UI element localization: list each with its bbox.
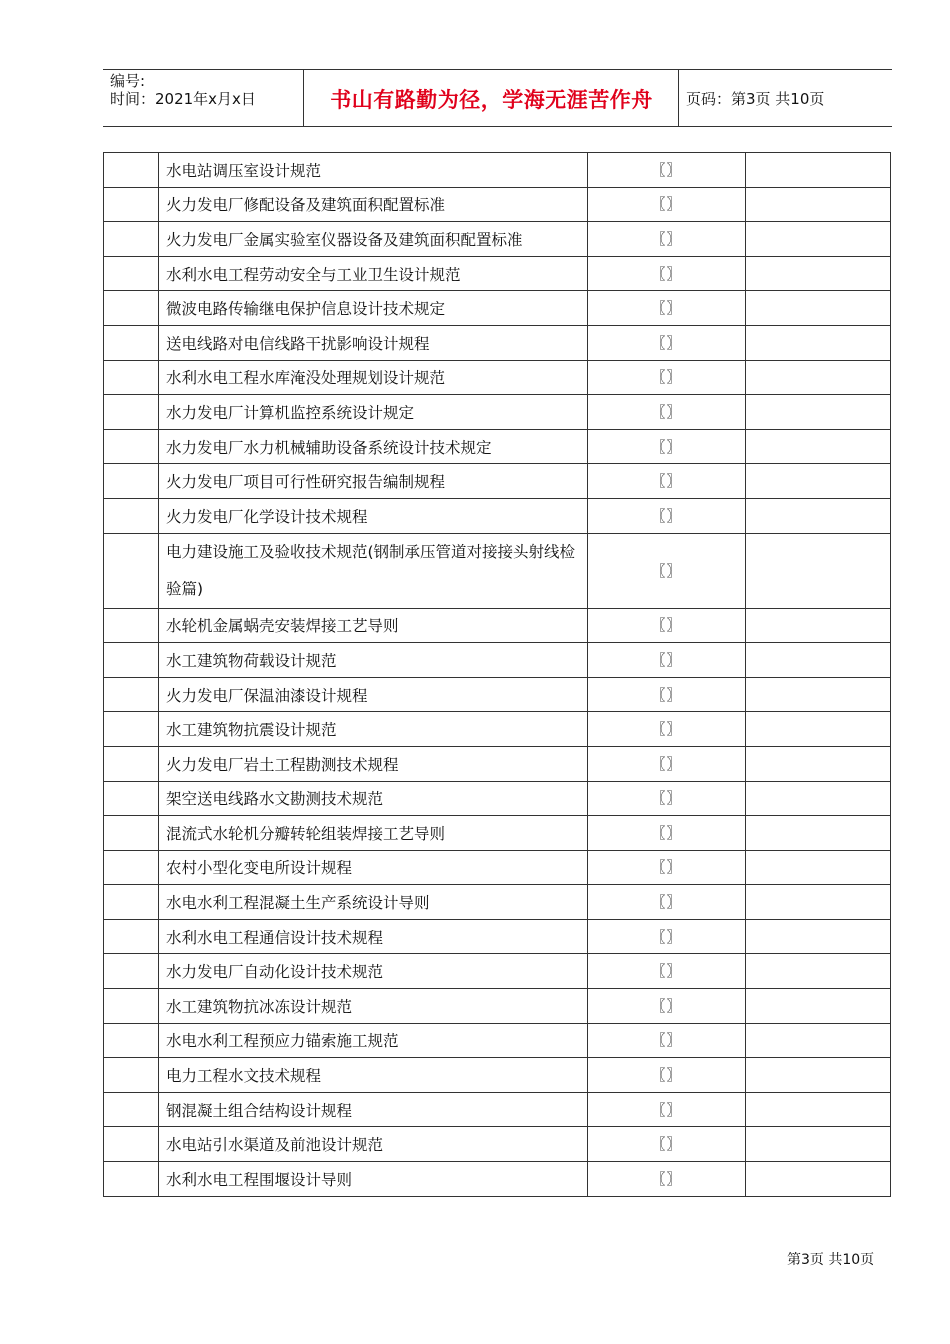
bracket-mark-cell: 〖〗 [588,850,746,885]
remark-cell [746,1092,891,1127]
remark-cell [746,919,891,954]
remark-cell [746,1162,891,1197]
standard-name-cell: 混流式水轮机分瓣转轮组装焊接工艺导则 [159,816,588,851]
standard-name-cell: 水利水电工程围堰设计导则 [159,1162,588,1197]
row-number-cell [104,222,159,257]
standard-name-cell: 水电站引水渠道及前池设计规范 [159,1127,588,1162]
table-row [104,464,891,499]
remark-cell [746,989,891,1024]
row-number-cell [104,712,159,747]
table-row [104,608,891,643]
bracket-mark-cell: 〖〗 [588,816,746,851]
table-row [104,816,891,851]
table-row [104,498,891,533]
bracket-mark-cell: 〖〗 [588,256,746,291]
bracket-mark-cell: 〖〗 [588,643,746,678]
row-number-cell [104,533,159,608]
standard-name-cell: 火力发电厂化学设计技术规程 [159,498,588,533]
remark-cell [746,498,891,533]
remark-cell [746,429,891,464]
standard-name-cell: 火力发电厂项目可行性研究报告编制规程 [159,464,588,499]
standard-name-cell: 钢混凝土组合结构设计规程 [159,1092,588,1127]
table-row [104,1127,891,1162]
remark-cell [746,1058,891,1093]
remark-cell [746,1023,891,1058]
table-row [104,885,891,920]
bracket-mark-cell: 〖〗 [588,608,746,643]
table-row [104,360,891,395]
remark-cell [746,677,891,712]
standard-name-cell: 水利水电工程劳动安全与工业卫生设计规范 [159,256,588,291]
remark-cell [746,954,891,989]
standard-name-cell: 电力建设施工及验收技术规范(钢制承压管道对接接头射线检验篇) [159,533,588,608]
row-number-cell [104,677,159,712]
table-row [104,989,891,1024]
bracket-mark-cell: 〖〗 [588,1058,746,1093]
table-row [104,533,891,608]
row-number-cell [104,746,159,781]
standards-table [103,152,891,1197]
bracket-mark-cell: 〖〗 [588,712,746,747]
table-row [104,850,891,885]
standard-name-cell: 水力发电厂水力机械辅助设备系统设计技术规定 [159,429,588,464]
remark-cell [746,712,891,747]
standard-name-cell: 架空送电线路水文勘测技术规范 [159,781,588,816]
standard-name-cell: 水利水电工程通信设计技术规程 [159,919,588,954]
bracket-mark-cell: 〖〗 [588,533,746,608]
standard-name-cell: 水电水利工程混凝土生产系统设计导则 [159,885,588,920]
standard-name-cell: 水工建筑物抗震设计规范 [159,712,588,747]
standard-name-cell: 水工建筑物荷载设计规范 [159,643,588,678]
bracket-mark-cell: 〖〗 [588,1023,746,1058]
bracket-mark-cell: 〖〗 [588,360,746,395]
table-row [104,643,891,678]
standard-name-cell: 农村小型化变电所设计规程 [159,850,588,885]
table-row [104,1092,891,1127]
remark-cell [746,816,891,851]
row-number-cell [104,395,159,430]
row-number-cell [104,885,159,920]
row-number-cell [104,608,159,643]
row-number-cell [104,360,159,395]
time-label: 时间：2021年x月x日 [110,90,256,108]
table-row [104,325,891,360]
page-header [103,69,892,127]
row-number-cell [104,498,159,533]
standard-name-cell: 送电线路对电信线路干扰影响设计规程 [159,325,588,360]
row-number-cell [104,989,159,1024]
row-number-cell [104,1092,159,1127]
standard-name-cell: 水利水电工程水库淹没处理规划设计规范 [159,360,588,395]
standard-name-cell: 电力工程水文技术规程 [159,1058,588,1093]
bracket-mark-cell: 〖〗 [588,325,746,360]
header-motto: 书山有路勤为径，学海无涯苦作舟 [330,87,653,112]
table-row [104,1023,891,1058]
standard-name-cell: 水电站调压室设计规范 [159,153,588,188]
bracket-mark-cell: 〖〗 [588,954,746,989]
table-row [104,1058,891,1093]
remark-cell [746,187,891,222]
page-footer: 第3页 共10页 [787,1252,875,1268]
remark-cell [746,643,891,678]
serial-label: 编号: [110,72,146,90]
row-number-cell [104,291,159,326]
header-page-number: 页码：第3页 共10页 [686,90,825,108]
bracket-mark-cell: 〖〗 [588,677,746,712]
remark-cell [746,222,891,257]
row-number-cell [104,1058,159,1093]
header-meta [110,72,306,108]
standard-name-cell: 水轮机金属蜗壳安装焊接工艺导则 [159,608,588,643]
bracket-mark-cell: 〖〗 [588,919,746,954]
bracket-mark-cell: 〖〗 [588,429,746,464]
table-row [104,222,891,257]
standard-name-cell: 火力发电厂修配设备及建筑面积配置标准 [159,187,588,222]
bracket-mark-cell: 〖〗 [588,498,746,533]
remark-cell [746,256,891,291]
row-number-cell [104,919,159,954]
standard-name-cell: 火力发电厂保温油漆设计规程 [159,677,588,712]
bracket-mark-cell: 〖〗 [588,781,746,816]
remark-cell [746,533,891,608]
bracket-mark-cell: 〖〗 [588,187,746,222]
standard-name-cell: 水力发电厂计算机监控系统设计规定 [159,395,588,430]
bracket-mark-cell: 〖〗 [588,395,746,430]
bracket-mark-cell: 〖〗 [588,746,746,781]
table-row [104,919,891,954]
row-number-cell [104,816,159,851]
table-row [104,954,891,989]
standards-table-body [104,153,891,1197]
table-row [104,746,891,781]
table-row [104,1162,891,1197]
bracket-mark-cell: 〖〗 [588,153,746,188]
remark-cell [746,608,891,643]
remark-cell [746,291,891,326]
remark-cell [746,395,891,430]
bracket-mark-cell: 〖〗 [588,1092,746,1127]
standard-name-cell: 火力发电厂金属实验室仪器设备及建筑面积配置标准 [159,222,588,257]
table-row [104,781,891,816]
table-row [104,256,891,291]
table-row [104,291,891,326]
row-number-cell [104,187,159,222]
row-number-cell [104,464,159,499]
row-number-cell [104,643,159,678]
remark-cell [746,360,891,395]
bracket-mark-cell: 〖〗 [588,989,746,1024]
row-number-cell [104,954,159,989]
table-row [104,153,891,188]
bracket-mark-cell: 〖〗 [588,1127,746,1162]
row-number-cell [104,429,159,464]
row-number-cell [104,1023,159,1058]
row-number-cell [104,781,159,816]
remark-cell [746,885,891,920]
remark-cell [746,153,891,188]
header-divider-right [678,70,679,126]
remark-cell [746,781,891,816]
standard-name-cell: 水电水利工程预应力锚索施工规范 [159,1023,588,1058]
standard-name-cell: 水力发电厂自动化设计技术规范 [159,954,588,989]
remark-cell [746,1127,891,1162]
table-row [104,429,891,464]
table-row [104,187,891,222]
row-number-cell [104,1127,159,1162]
bracket-mark-cell: 〖〗 [588,291,746,326]
bracket-mark-cell: 〖〗 [588,464,746,499]
remark-cell [746,464,891,499]
bracket-mark-cell: 〖〗 [588,1162,746,1197]
table-row [104,677,891,712]
standard-name-cell: 水工建筑物抗冰冻设计规范 [159,989,588,1024]
standard-name-cell: 火力发电厂岩土工程勘测技术规程 [159,746,588,781]
row-number-cell [104,256,159,291]
bracket-mark-cell: 〖〗 [588,222,746,257]
remark-cell [746,746,891,781]
bracket-mark-cell: 〖〗 [588,885,746,920]
table-row [104,712,891,747]
remark-cell [746,850,891,885]
row-number-cell [104,325,159,360]
row-number-cell [104,850,159,885]
table-row [104,395,891,430]
remark-cell [746,325,891,360]
row-number-cell [104,1162,159,1197]
row-number-cell [104,153,159,188]
standard-name-cell: 微波电路传输继电保护信息设计技术规定 [159,291,588,326]
